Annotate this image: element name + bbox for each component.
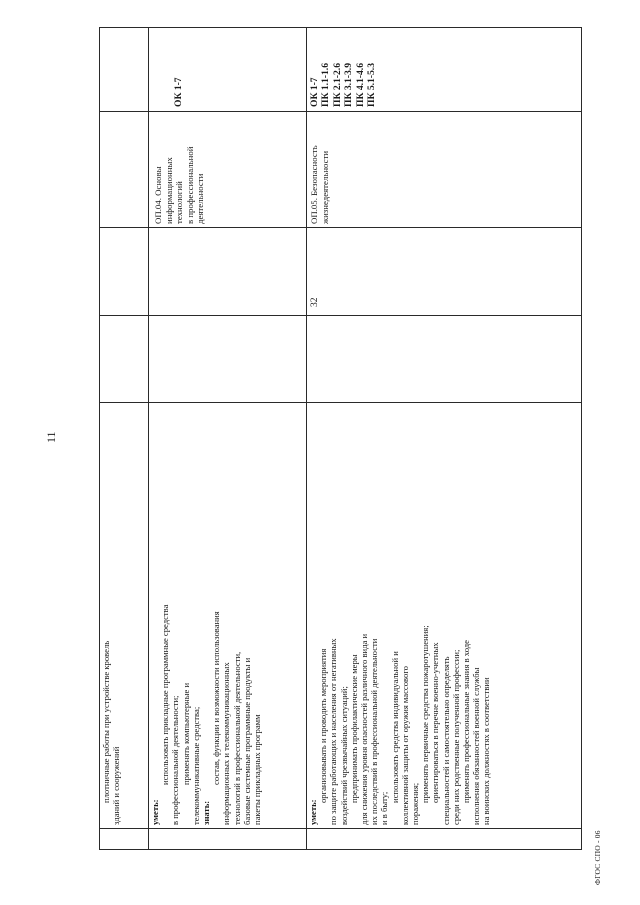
text-line: информационных и телекоммуникационных	[221, 662, 232, 825]
table-cell-discipline	[100, 112, 149, 228]
curriculum-table	[99, 27, 582, 850]
text-line: специальностей и самостоятельно определять	[440, 656, 451, 825]
text-line: применять первичные средства пожаротушения;	[420, 625, 431, 803]
table-cell-requirements	[149, 403, 307, 829]
table-cell-index	[149, 829, 307, 850]
text-line: организовывать и проводить мероприятия	[318, 648, 329, 803]
text-line: для снижения уровня опасностей различного вида и	[359, 633, 370, 825]
text-line: среди них родственные полученной профессии;	[450, 649, 461, 825]
competency-code: ПК 1.1-1.6	[320, 63, 332, 107]
footer-label: ФГОС СПО - 06	[593, 830, 602, 885]
table-cell-hours	[100, 228, 149, 316]
table-cell-index	[307, 829, 582, 850]
znat-label: знать:	[201, 800, 212, 825]
table-cell-hours	[149, 228, 307, 316]
text-line: воздействий чрезвычайных ситуаций;	[338, 686, 349, 825]
table-cell-requirements	[100, 403, 149, 829]
discipline-line: информационных	[163, 157, 174, 224]
text-line: базовые системные программные продукты и	[241, 657, 252, 825]
competency-code: ОК 1-7	[309, 77, 320, 107]
discipline-line: жизнедеятельности	[319, 150, 330, 224]
table-cell-requirements	[307, 403, 582, 829]
text-line: предпринимать профилактические меры	[348, 654, 359, 803]
text-line: и в быту;	[379, 791, 390, 825]
text-line: состав, функции и возможности использования	[211, 611, 222, 785]
table-cell-competencies	[100, 28, 149, 112]
text-line: телекоммуникативные средства;	[190, 706, 201, 825]
text-line: на воинских должностях в соответствии	[481, 677, 492, 825]
table-cell-index	[100, 829, 149, 850]
text-line: применять профессиональные знания в ходе	[461, 640, 472, 803]
text-line: зданий и сооружений	[111, 746, 122, 825]
table-cell-total	[100, 316, 149, 403]
hours-value: 32	[310, 297, 320, 307]
table-cell-hours	[307, 228, 582, 316]
umet-label: уметь:	[308, 799, 318, 825]
table-row	[307, 28, 582, 850]
table-cell-competencies	[149, 28, 307, 112]
competency-code: ПК 3.1-3.9	[343, 63, 355, 107]
text-line: использовать средства индивидуальной и	[389, 651, 400, 803]
table-row	[100, 28, 149, 850]
text-line: в профессиональной деятельности;	[170, 695, 181, 825]
competency-code: ПК 5.1-5.3	[366, 63, 378, 107]
text-line: коллективной защиты от оружия массового	[399, 666, 410, 825]
competency-code: ПК 2.1-2.6	[331, 63, 343, 107]
table-cell-discipline	[149, 112, 307, 228]
text-line: пакеты прикладных программ	[252, 714, 263, 825]
table-cell-discipline	[307, 112, 582, 228]
text-line: их последствий в профессиональной деятельности	[369, 638, 380, 825]
discipline-line: ОП.04. Основы	[153, 166, 163, 224]
table-row	[149, 28, 307, 850]
text-line: исполнения обязанностей военной службы	[471, 667, 482, 825]
umet-label: уметь:	[150, 799, 160, 825]
discipline-line: деятельности	[195, 173, 206, 224]
text-line: по защите работающих и населения от негативных	[328, 638, 339, 825]
table-cell-competencies	[307, 28, 582, 112]
text-line: поражения;	[410, 782, 421, 825]
competency-code: ОК 1-7	[173, 77, 184, 107]
page-number: 11	[44, 431, 58, 443]
text-line: использовать прикладные программные средства	[160, 604, 171, 785]
discipline-line: технологий	[174, 181, 185, 224]
text-line: технологий в профессиональной деятельности,	[231, 651, 242, 825]
text-line: ориентироваться в перечне военно-учетных	[430, 642, 441, 803]
table-cell-total	[307, 316, 582, 403]
discipline-line: ОП.05. Безопасность	[309, 145, 319, 224]
table-cell-total	[149, 316, 307, 403]
competency-code: ПК 4.1-4.6	[354, 63, 366, 107]
discipline-line: в профессиональной	[184, 146, 195, 224]
text-line: применять компьютерные и	[180, 682, 191, 785]
text-line: плотничные работы при устройстве кровель	[101, 640, 111, 803]
